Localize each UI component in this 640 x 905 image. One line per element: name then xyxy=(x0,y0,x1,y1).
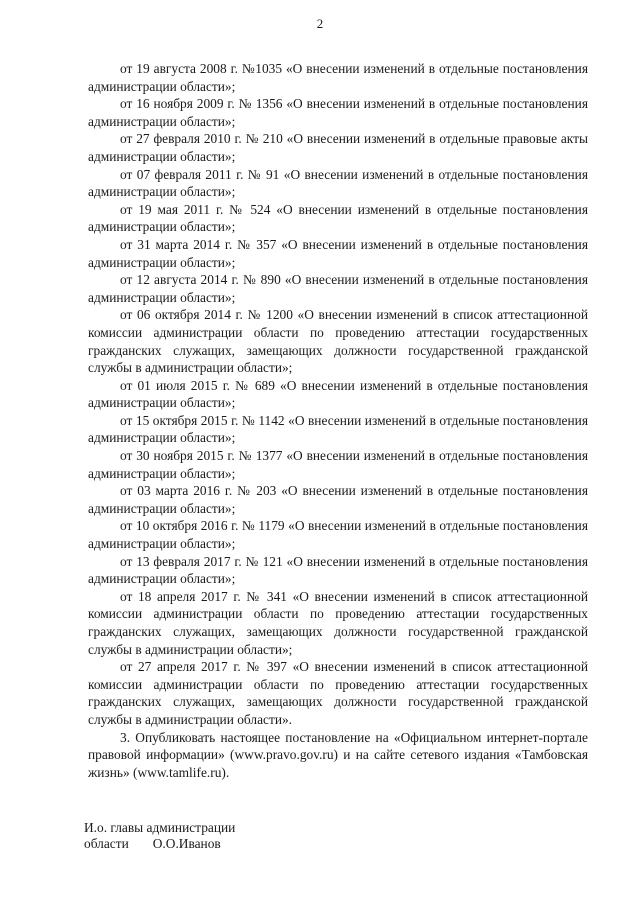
publication-paragraph: 3. Опубликовать настоящее постановление на «Официальном интернет-портале правовой информации» (www.pravo.gov.ru) и на сайте сетевого издания «Тамбовская жизнь» (www.tamlife.ru). xyxy=(88,729,588,780)
signatory-name: О.О.Иванов xyxy=(152,836,221,851)
paragraph: от 18 апреля 2017 г. № 341 «О внесении изменений в список аттестационной комиссии администрации области по проведению аттестации государственных гражданских служащих, замещающих должности государственной гражданской службы в администрации области»; xyxy=(88,588,588,657)
paragraph: от 31 марта 2014 г. № 357 «О внесении изменений в отдельные постановления администрации области»; xyxy=(88,236,588,270)
paragraph: от 15 октября 2015 г. № 1142 «О внесении изменений в отдельные постановления администрации области»; xyxy=(88,412,588,446)
paragraph: от 19 августа 2008 г. №1035 «О внесении изменений в отдельные постановления администрации области»; xyxy=(88,61,588,94)
paragraph: от 07 февраля 2011 г. № 91 «О внесении изменений в отдельные постановления администрации области»; xyxy=(88,166,588,200)
paragraph: от 10 октября 2016 г. № 1179 «О внесении изменений в отдельные постановления администрации области»; xyxy=(88,518,588,552)
document-body xyxy=(88,60,588,781)
paragraph: от 27 апреля 2017 г. № 397 «О внесении изменений в список аттестационной комиссии администрации области по проведению аттестации государственных гражданских служащих, замещающих должности государственной гражданской службы в администрации области». xyxy=(88,659,588,727)
paragraph: от 27 февраля 2010 г. № 210 «О внесении изменений в отдельные правовые акты администрации области»; xyxy=(88,131,588,164)
paragraph: от 06 октября 2014 г. № 1200 «О внесении изменений в список аттестационной комиссии администрации области по проведению аттестации государственных гражданских служащих, замещающих должности государственной гражданской службы в администрации области»; xyxy=(88,307,588,376)
paragraph: от 01 июля 2015 г. № 689 «О внесении изменений в отдельные постановления администрации области»; xyxy=(88,377,588,411)
signatory-line xyxy=(84,836,235,852)
signatory-title: И.о. главы администрации xyxy=(84,820,236,835)
paragraph: от 16 ноября 2009 г. № 1356 «О внесении изменений в отдельные постановления администрации области»; xyxy=(88,96,588,129)
paragraph: от 13 февраля 2017 г. № 121 «О внесении изменений в отдельные постановления администрации области»; xyxy=(88,553,588,587)
paragraph: от 19 мая 2011 г. № 524 «О внесении изменений в отдельные постановления администрации области»; xyxy=(88,201,588,235)
paragraph: от 12 августа 2014 г. № 890 «О внесении изменений в отдельные постановления администрации области»; xyxy=(88,272,588,305)
paragraph: от 03 марта 2016 г. № 203 «О внесении изменений в отдельные постановления администрации области»; xyxy=(88,483,588,516)
paragraph: от 30 ноября 2015 г. № 1377 «О внесении изменений в отдельные постановления администрации области»; xyxy=(88,448,588,481)
signature-block xyxy=(84,820,235,852)
signatory-title-cont: области xyxy=(84,836,129,851)
page-number: 2 xyxy=(316,16,324,31)
